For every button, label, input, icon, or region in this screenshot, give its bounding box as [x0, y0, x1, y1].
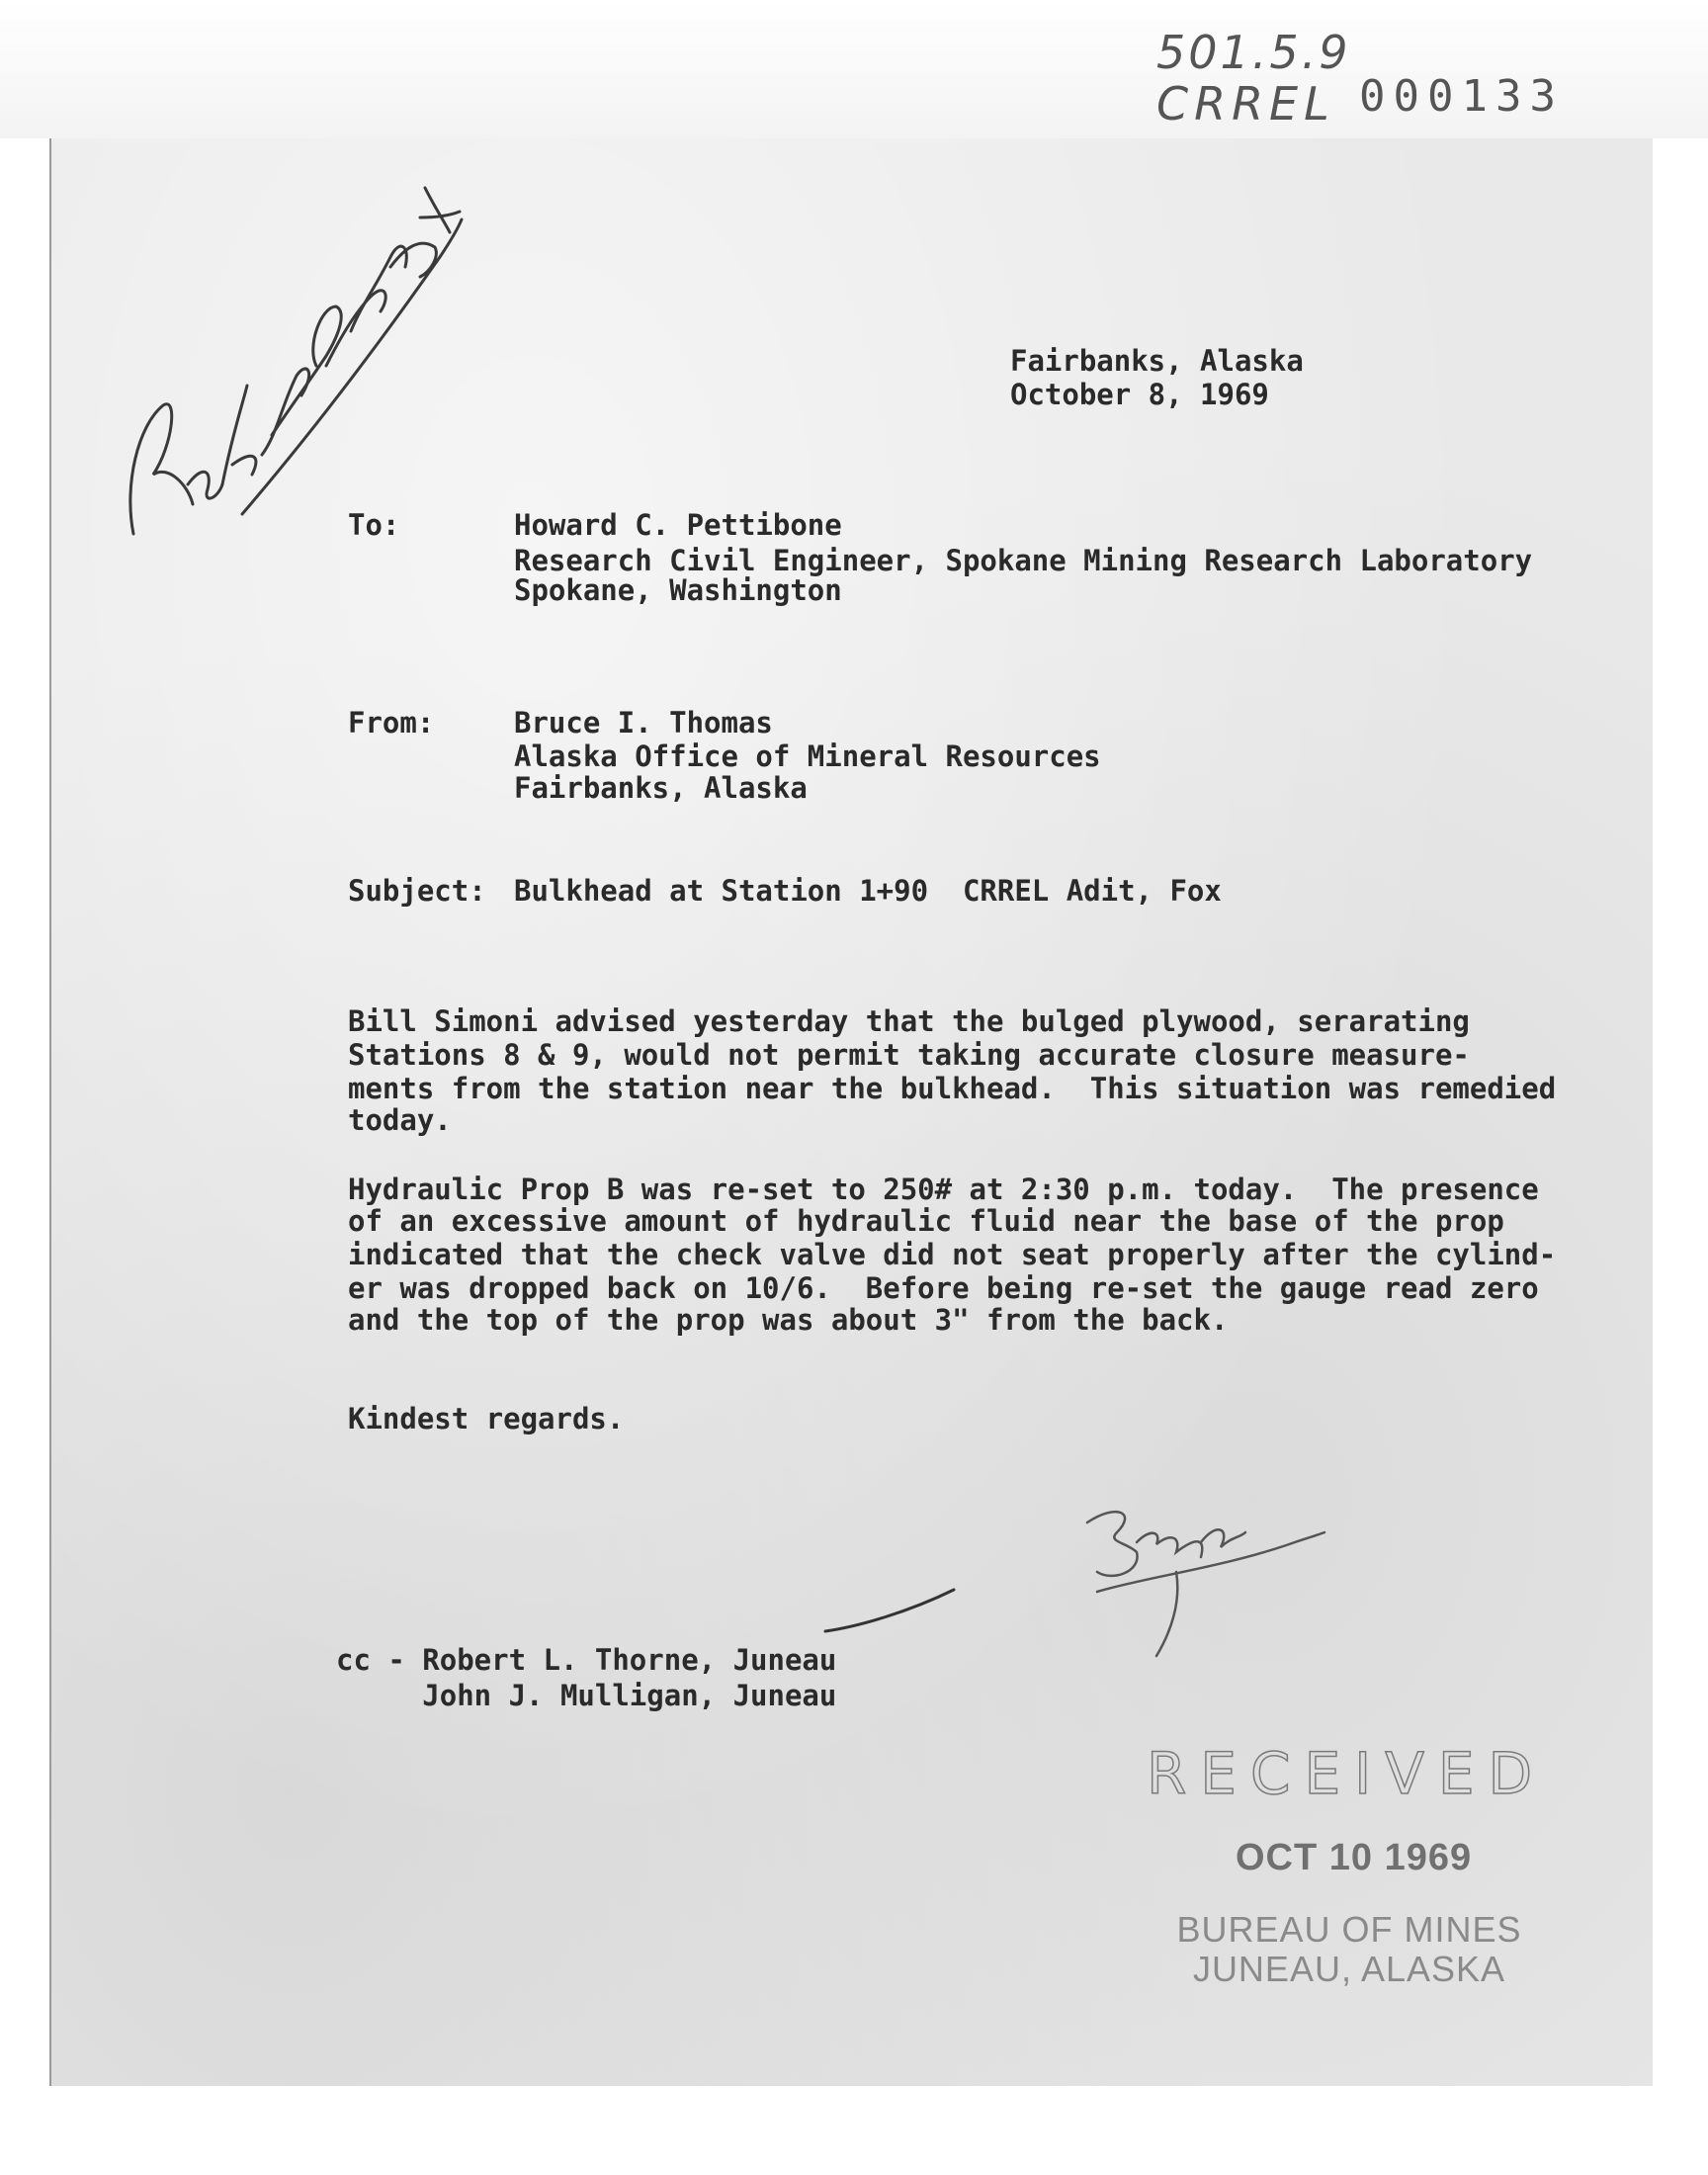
to-label: To: — [348, 508, 400, 542]
received-stamp — [1147, 1740, 1552, 1987]
body-paragraph-2-line-4: er was dropped back on 10/6. Before being re-set the gauge read zero — [348, 1271, 1539, 1305]
body-paragraph-1-line-4: today. — [348, 1103, 452, 1137]
file-note-line1: 501.5.9 — [1156, 26, 1351, 79]
margin-signature-image — [94, 109, 470, 564]
body-paragraph-2-line-5: and the top of the prop was about 3" from the back. — [348, 1303, 1229, 1337]
subject-text: Bulkhead at Station 1+90 CRREL Adit, Fox — [514, 874, 1222, 908]
letter-city: Fairbanks, Alaska — [1010, 344, 1304, 378]
body-paragraph-1-line-2: Stations 8 & 9, would not permit taking accurate closure measure- — [348, 1038, 1470, 1072]
closing-line: Kindest regards. — [348, 1402, 625, 1436]
cc-line-1: cc - Robert L. Thorne, Juneau — [336, 1643, 837, 1677]
cc-line-2: John J. Mulligan, Juneau — [336, 1679, 837, 1712]
received-stamp-org-line1: BUREAU OF MINES — [1176, 1909, 1522, 1950]
body-paragraph-2-line-2: of an excessive amount of hydraulic fluid near the base of the prop — [348, 1204, 1504, 1238]
to-location: Spokane, Washington — [514, 573, 842, 607]
body-paragraph-1-line-3: ments from the station near the bulkhead. This situation was remedied — [348, 1072, 1557, 1105]
document-number: 000133 — [1359, 71, 1564, 122]
from-name: Bruce I. Thomas — [514, 706, 773, 740]
from-office: Alaska Office of Mineral Resources — [514, 740, 1101, 773]
received-stamp-org-line2: JUNEAU, ALASKA — [1192, 1949, 1506, 1989]
letter-place-date — [1010, 344, 1304, 411]
received-stamp-word: RECEIVED — [1147, 1740, 1547, 1807]
from-label: From: — [348, 706, 435, 740]
received-stamp-org — [1147, 1910, 1552, 1989]
closing-signature-image — [1058, 1483, 1354, 1661]
received-stamp-date: OCT 10 1969 — [1236, 1837, 1473, 1878]
body-paragraph-1-line-1: Bill Simoni advised yesterday that the bulged plywood, serarating — [348, 1004, 1470, 1038]
body-paragraph-2-line-1: Hydraulic Prop B was re-set to 250# at 2:30 p.m. today. The presence — [348, 1173, 1539, 1206]
to-title: Research Civil Engineer, Spokane Mining Research Laboratory — [514, 544, 1533, 577]
subject-label: Subject: — [348, 874, 486, 908]
cc-checkmark — [820, 1582, 959, 1641]
handwritten-file-note — [1156, 26, 1351, 130]
from-location: Fairbanks, Alaska — [514, 771, 808, 805]
to-name: Howard C. Pettibone — [514, 508, 842, 542]
letter-date: October 8, 1969 — [1010, 378, 1269, 411]
body-paragraph-2-line-3: indicated that the check valve did not seat properly after the cylind- — [348, 1238, 1557, 1271]
file-note-line2: CRREL — [1156, 77, 1335, 130]
